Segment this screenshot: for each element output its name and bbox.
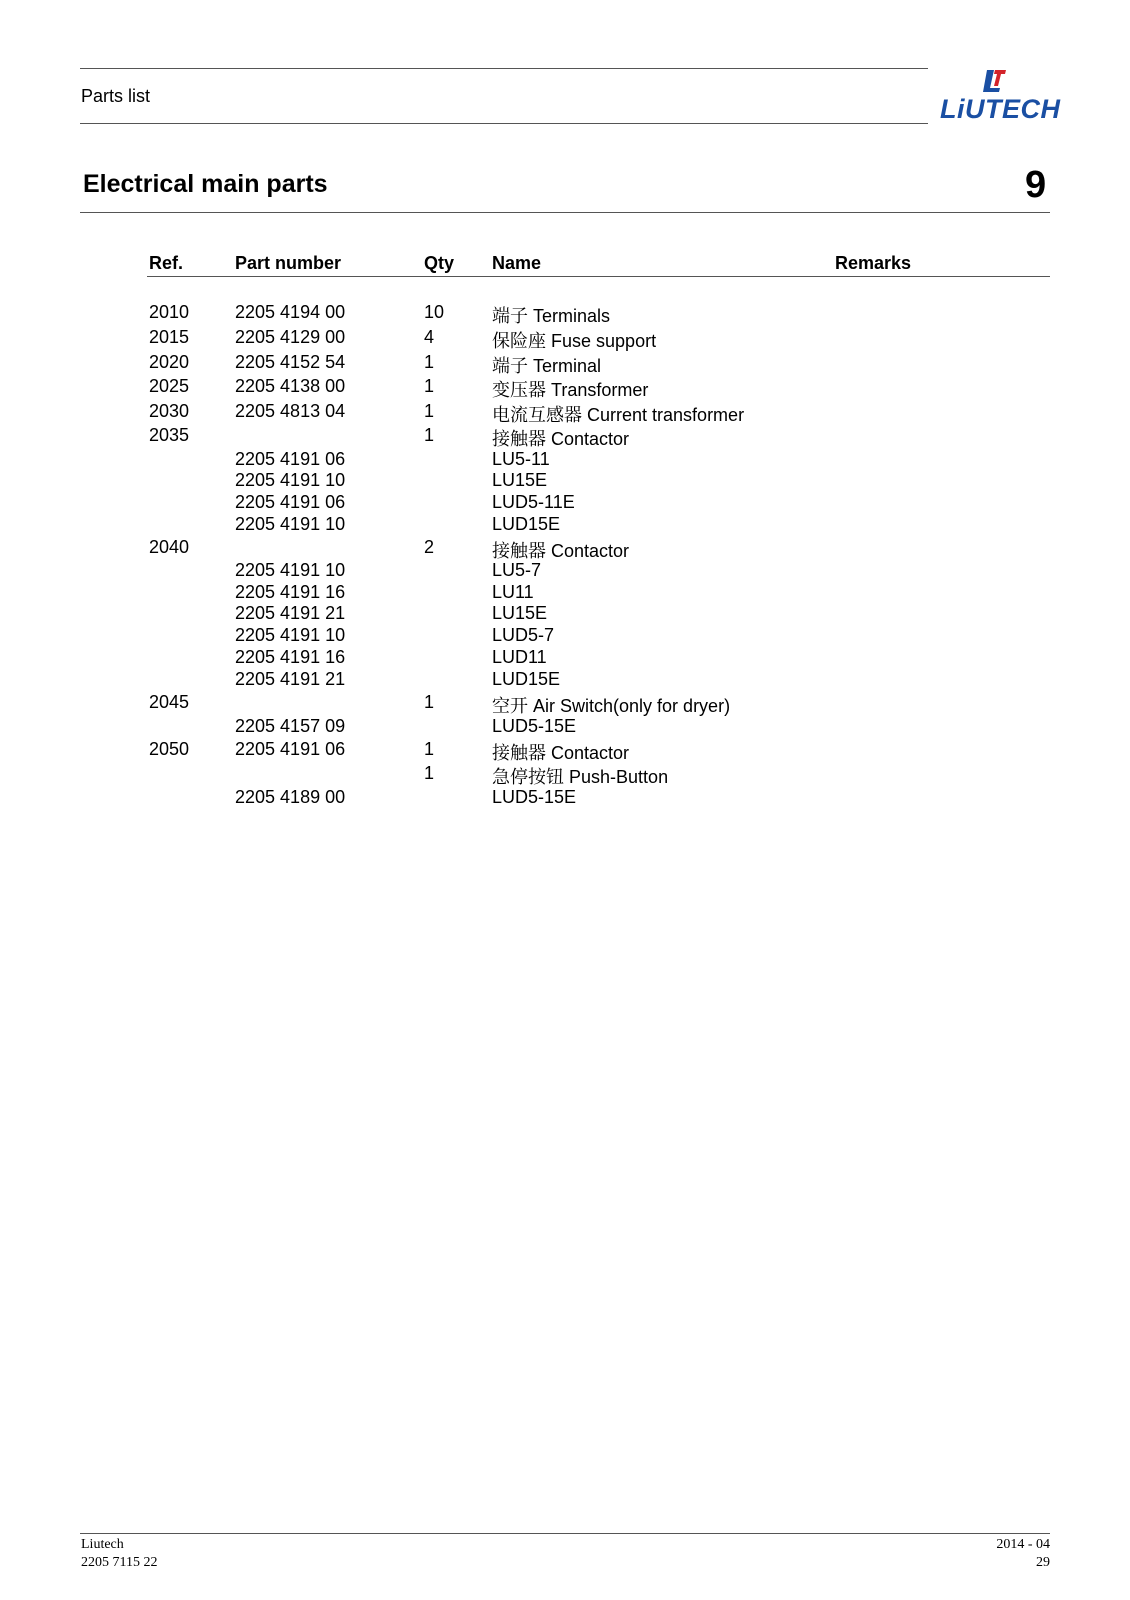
cell-name: [492, 327, 656, 353]
cell-name-english: LUD5-15E: [492, 716, 577, 736]
table-row: [0, 787, 1130, 809]
table-row: [0, 625, 1130, 647]
cell-name-english: LU11: [492, 582, 534, 602]
table-row: [0, 449, 1130, 471]
cell-ref: 2010: [149, 302, 190, 322]
cell-name: [492, 739, 629, 765]
cell-name-chinese: 接触器: [492, 541, 546, 562]
cell-part-number: 2205 4191 06: [235, 739, 346, 759]
cell-part-number: 2205 4191 16: [235, 647, 346, 667]
cell-name: [492, 669, 560, 690]
footer-page-number: 29: [1036, 1555, 1050, 1570]
cell-qty: 1: [424, 739, 435, 759]
cell-name-english: LU5-11: [492, 449, 550, 469]
column-header-name: Name: [492, 253, 542, 273]
cell-part-number: 2205 4191 06: [235, 492, 346, 512]
cell-ref: 2035: [149, 425, 190, 445]
cell-part-number: 2205 4152 54: [235, 352, 346, 372]
table-row: [0, 669, 1130, 691]
cell-name-english: Contactor: [551, 541, 630, 561]
liutech-logo: [940, 70, 1060, 126]
cell-name: [492, 302, 610, 328]
cell-ref: 2025: [149, 376, 190, 396]
table-row: [0, 763, 1130, 788]
footer-date: 2014 - 04: [996, 1537, 1050, 1552]
cell-name-english: Air Switch(only for dryer): [533, 696, 731, 716]
cell-name-english: Fuse support: [551, 331, 657, 351]
cell-part-number: 2205 4138 00: [235, 376, 346, 396]
footer-rule: [80, 1533, 1050, 1534]
cell-qty: 1: [424, 425, 435, 445]
column-header-remarks: Remarks: [835, 253, 912, 273]
cell-qty: 4: [424, 327, 435, 347]
footer-doc-number: 2205 7115 22: [81, 1555, 158, 1570]
cell-name-english: LU15E: [492, 470, 548, 490]
cell-ref: 2040: [149, 537, 190, 557]
cell-part-number: 2205 4191 10: [235, 560, 346, 580]
cell-name: [492, 352, 601, 378]
cell-name: [492, 514, 560, 535]
cell-name-english: Contactor: [551, 743, 630, 763]
cell-name-english: Push-Button: [569, 767, 669, 787]
cell-name-chinese: 电流互感器: [492, 405, 582, 426]
table-row: [0, 692, 1130, 717]
cell-name: [492, 647, 547, 668]
table-row: [0, 603, 1130, 625]
cell-name-english: LUD5-11E: [492, 492, 575, 512]
cell-name: [492, 625, 554, 646]
cell-ref: 2045: [149, 692, 190, 712]
cell-part-number: 2205 4189 00: [235, 787, 346, 807]
cell-qty: 10: [424, 302, 445, 322]
cell-part-number: 2205 4157 09: [235, 716, 346, 736]
footer-company: Liutech: [81, 1537, 124, 1552]
cell-name-chinese: 端子: [492, 356, 528, 377]
cell-name-english: Transformer: [551, 380, 649, 400]
table-row: [0, 352, 1130, 377]
cell-name-english: LUD5-15E: [492, 787, 577, 807]
cell-qty: 1: [424, 352, 435, 372]
logo-mark-icon: [981, 70, 1007, 94]
cell-qty: 1: [424, 401, 435, 421]
header-rule-top: [80, 68, 928, 69]
cell-name: [492, 692, 730, 718]
table-row: [0, 470, 1130, 492]
cell-name-english: LU5-7: [492, 560, 542, 580]
table-row: [0, 582, 1130, 604]
section-number: 9: [1025, 164, 1047, 206]
table-row: [0, 302, 1130, 327]
table-row: [0, 492, 1130, 514]
cell-name-chinese: 端子: [492, 306, 528, 327]
cell-name-english: LUD5-7: [492, 625, 555, 645]
cell-name: [492, 787, 576, 808]
logo-wordmark: LiUTECH: [940, 94, 1061, 124]
cell-name-english: LUD11: [492, 647, 547, 667]
table-row: [0, 376, 1130, 401]
cell-part-number: 2205 4191 10: [235, 625, 346, 645]
table-row: [0, 425, 1130, 450]
table-row: [0, 739, 1130, 764]
cell-name-english: LUD15E: [492, 669, 561, 689]
cell-name: [492, 401, 744, 427]
cell-name-english: LU15E: [492, 603, 548, 623]
cell-name: [492, 470, 547, 491]
cell-name: [492, 763, 668, 789]
cell-name: [492, 582, 534, 603]
cell-ref: 2015: [149, 327, 190, 347]
cell-part-number: 2205 4191 21: [235, 603, 346, 623]
cell-name-english: Terminal: [533, 356, 602, 376]
column-header-ref: Ref.: [149, 253, 184, 273]
cell-ref: 2030: [149, 401, 190, 421]
table-row: [0, 647, 1130, 669]
cell-name-chinese: 空开: [492, 696, 528, 717]
cell-part-number: 2205 4813 04: [235, 401, 346, 421]
cell-name-chinese: 保险座: [492, 331, 546, 352]
table-row: [0, 716, 1130, 738]
cell-qty: 1: [424, 692, 435, 712]
table-header-rule: [147, 276, 1050, 277]
cell-name: [492, 449, 550, 470]
cell-name: [492, 376, 648, 402]
cell-name-chinese: 接触器: [492, 743, 546, 764]
cell-name: [492, 492, 575, 513]
cell-name-chinese: 变压器: [492, 380, 546, 401]
table-row: [0, 514, 1130, 536]
cell-part-number: 2205 4191 21: [235, 669, 346, 689]
cell-qty: 1: [424, 376, 435, 396]
cell-part-number: 2205 4191 16: [235, 582, 346, 602]
table-row: [0, 401, 1130, 426]
column-header-qty: Qty: [424, 253, 455, 273]
cell-name: [492, 560, 541, 581]
table-row: [0, 327, 1130, 352]
cell-qty: 2: [424, 537, 435, 557]
page-title: Electrical main parts: [83, 170, 328, 198]
cell-name-chinese: 急停按钮: [492, 767, 564, 788]
column-header-part-number: Part number: [235, 253, 342, 273]
header-rule-bottom: [80, 123, 928, 124]
table-row: [0, 560, 1130, 582]
cell-qty: 1: [424, 763, 435, 783]
cell-part-number: 2205 4191 10: [235, 470, 346, 490]
cell-part-number: 2205 4191 06: [235, 449, 346, 469]
title-rule: [80, 212, 1050, 213]
cell-name-english: Current transformer: [587, 405, 745, 425]
cell-part-number: 2205 4129 00: [235, 327, 346, 347]
cell-name: [492, 716, 576, 737]
cell-ref: 2050: [149, 739, 190, 759]
table-row: [0, 537, 1130, 562]
cell-ref: 2020: [149, 352, 190, 372]
cell-name-english: LUD15E: [492, 514, 561, 534]
cell-name-english: Terminals: [533, 306, 611, 326]
cell-name: [492, 425, 629, 451]
cell-name-english: Contactor: [551, 429, 630, 449]
cell-name: [492, 603, 547, 624]
header-section-label: Parts list: [81, 86, 151, 106]
cell-name-chinese: 接触器: [492, 429, 546, 450]
cell-part-number: 2205 4191 10: [235, 514, 346, 534]
cell-part-number: 2205 4194 00: [235, 302, 346, 322]
